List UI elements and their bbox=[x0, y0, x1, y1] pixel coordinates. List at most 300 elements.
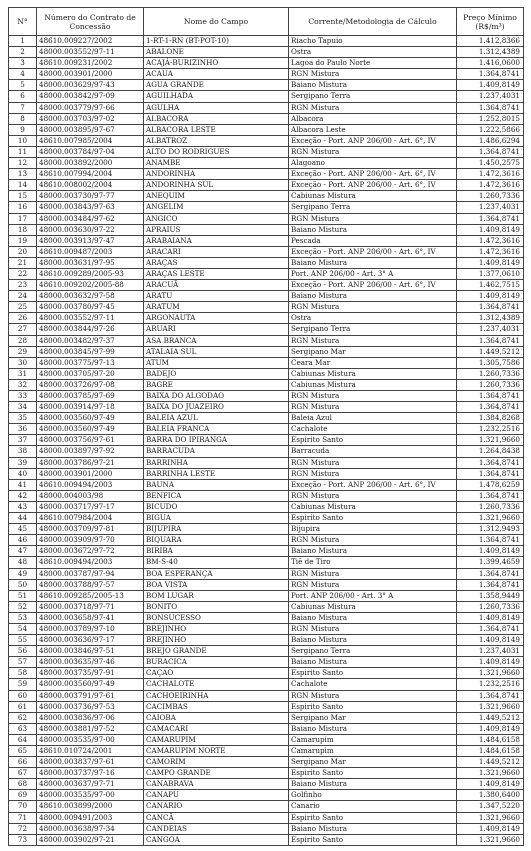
stream-method: Pescada bbox=[289, 235, 457, 246]
row-number: 73 bbox=[9, 834, 37, 845]
table-row bbox=[9, 646, 524, 657]
contract-number: 48000.003717/97-17 bbox=[37, 501, 144, 512]
table-row bbox=[9, 590, 524, 601]
row-number: 12 bbox=[9, 158, 37, 169]
field-name: ARAÇAS LESTE bbox=[144, 268, 289, 279]
contract-number: 48000.003560/97-49 bbox=[37, 413, 144, 424]
row-number: 53 bbox=[9, 612, 37, 623]
min-price: 1.364,8741 bbox=[457, 302, 524, 313]
table-row bbox=[9, 368, 524, 379]
header-stream-method: Corrente/Metodologia de Cálculo bbox=[289, 8, 457, 36]
table-row bbox=[9, 146, 524, 157]
field-name: ARUARI bbox=[144, 324, 289, 335]
stream-method: RGN Mistura bbox=[289, 391, 457, 402]
field-name: CAÇAO bbox=[144, 668, 289, 679]
stream-method: Ostra bbox=[289, 313, 457, 324]
table-row bbox=[9, 779, 524, 790]
contract-number: 48000.003845/97-99 bbox=[37, 346, 144, 357]
min-price: 1.409,8149 bbox=[457, 291, 524, 302]
stream-method: RGN Mistura bbox=[289, 102, 457, 113]
table-row bbox=[9, 202, 524, 213]
row-number: 37 bbox=[9, 435, 37, 446]
contract-number: 48000.003703/97-02 bbox=[37, 113, 144, 124]
field-name: CANABRAVA bbox=[144, 779, 289, 790]
stream-method: Albacora Leste bbox=[289, 124, 457, 135]
field-name: ANDORINHA bbox=[144, 169, 289, 180]
min-price: 1.364,8741 bbox=[457, 146, 524, 157]
min-price: 1.237,4031 bbox=[457, 91, 524, 102]
min-price: 1.449,5212 bbox=[457, 757, 524, 768]
table-row bbox=[9, 291, 524, 302]
min-price: 1.364,8741 bbox=[457, 69, 524, 80]
table-row bbox=[9, 823, 524, 834]
contract-number: 48610.003899/2000 bbox=[37, 801, 144, 812]
min-price: 1.409,8149 bbox=[457, 612, 524, 623]
contract-number: 48000.003535/97-00 bbox=[37, 790, 144, 801]
min-price: 1.377,0610 bbox=[457, 268, 524, 279]
stream-method: Barracuda bbox=[289, 446, 457, 457]
table-row bbox=[9, 180, 524, 191]
min-price: 1.449,5212 bbox=[457, 712, 524, 723]
table-row bbox=[9, 679, 524, 690]
stream-method: Baiano Mistura bbox=[289, 779, 457, 790]
contract-number: 48000.003901/2000 bbox=[37, 468, 144, 479]
field-name: ALBACORA LESTE bbox=[144, 124, 289, 135]
stream-method: Sergipano Terra bbox=[289, 646, 457, 657]
table-row bbox=[9, 413, 524, 424]
stream-method: Cabiunas Mistura bbox=[289, 368, 457, 379]
field-name: CAIOBA bbox=[144, 712, 289, 723]
min-price: 1.364,8741 bbox=[457, 457, 524, 468]
table-row bbox=[9, 191, 524, 202]
contract-number: 48000.003735/97-91 bbox=[37, 668, 144, 679]
field-name: CAMORIM bbox=[144, 757, 289, 768]
contract-number: 48000.003709/97-81 bbox=[37, 524, 144, 535]
field-name: APRAIUS bbox=[144, 224, 289, 235]
field-name: ARATUM bbox=[144, 302, 289, 313]
stream-method: Albacora bbox=[289, 113, 457, 124]
table-row bbox=[9, 424, 524, 435]
row-number: 51 bbox=[9, 590, 37, 601]
field-name: BREJINHO bbox=[144, 635, 289, 646]
min-price: 1.260,7336 bbox=[457, 379, 524, 390]
min-price: 1.384,8268 bbox=[457, 413, 524, 424]
stream-method: Baiano Mistura bbox=[289, 80, 457, 91]
stream-method: Espirito Santo bbox=[289, 668, 457, 679]
min-price: 1.472,3616 bbox=[457, 169, 524, 180]
row-number: 32 bbox=[9, 379, 37, 390]
table-row bbox=[9, 213, 524, 224]
table-row bbox=[9, 435, 524, 446]
min-price: 1.364,8741 bbox=[457, 402, 524, 413]
field-name: ANGELIM bbox=[144, 202, 289, 213]
row-number: 6 bbox=[9, 91, 37, 102]
contract-number: 48610.009494/2003 bbox=[37, 479, 144, 490]
stream-method: RGN Mistura bbox=[289, 490, 457, 501]
contract-number: 48000.003786/97-21 bbox=[37, 457, 144, 468]
table-row bbox=[9, 734, 524, 745]
field-name: ATUM bbox=[144, 357, 289, 368]
field-name: CANCÃ bbox=[144, 812, 289, 823]
stream-method: Sergipano Terra bbox=[289, 202, 457, 213]
table-row bbox=[9, 623, 524, 634]
row-number: 40 bbox=[9, 468, 37, 479]
field-name: CAMACARI bbox=[144, 723, 289, 734]
stream-method: Exceção - Port. ANP 206/00 - Art. 6°, IV bbox=[289, 479, 457, 490]
field-name: BM-S-40 bbox=[144, 557, 289, 568]
stream-method: Espirito Santo bbox=[289, 513, 457, 524]
stream-method: RGN Mistura bbox=[289, 213, 457, 224]
min-price: 1.399,4659 bbox=[457, 557, 524, 568]
contract-number: 48000.003881/97-52 bbox=[37, 723, 144, 734]
row-number: 44 bbox=[9, 513, 37, 524]
header-row bbox=[9, 8, 524, 36]
contract-number: 48000.003638/97-34 bbox=[37, 823, 144, 834]
row-number: 21 bbox=[9, 257, 37, 268]
field-name: ACAJÁ-BURIZINHO bbox=[144, 58, 289, 69]
table-row bbox=[9, 601, 524, 612]
header-field-name: Nome do Campo bbox=[144, 8, 289, 36]
contract-number: 48000.003632/97-58 bbox=[37, 291, 144, 302]
stream-method: Espirito Santo bbox=[289, 435, 457, 446]
contract-number: 48000.003791/97-61 bbox=[37, 690, 144, 701]
stream-method: Tiê de Tiro bbox=[289, 557, 457, 568]
stream-method: Baiano Mistura bbox=[289, 823, 457, 834]
row-number: 71 bbox=[9, 812, 37, 823]
field-name: BAGRE bbox=[144, 379, 289, 390]
row-number: 1 bbox=[9, 36, 37, 47]
contract-number: 48000.003909/97-70 bbox=[37, 535, 144, 546]
table-row bbox=[9, 102, 524, 113]
min-price: 1.232,2516 bbox=[457, 424, 524, 435]
table-row bbox=[9, 490, 524, 501]
table-row bbox=[9, 712, 524, 723]
min-price: 1.364,8741 bbox=[457, 391, 524, 402]
min-price: 1.312,9493 bbox=[457, 524, 524, 535]
field-name: CANARIO bbox=[144, 801, 289, 812]
row-number: 19 bbox=[9, 235, 37, 246]
field-name: BOA ESPERANÇA bbox=[144, 568, 289, 579]
row-number: 31 bbox=[9, 368, 37, 379]
contract-number: 48610.007984/2004 bbox=[37, 513, 144, 524]
table-row bbox=[9, 457, 524, 468]
stream-method: Sergipano Terra bbox=[289, 91, 457, 102]
row-number: 15 bbox=[9, 191, 37, 202]
table-row bbox=[9, 335, 524, 346]
stream-method: RGN Mistura bbox=[289, 402, 457, 413]
table-row bbox=[9, 446, 524, 457]
field-name: CANDEIAS bbox=[144, 823, 289, 834]
stream-method: RGN Mistura bbox=[289, 468, 457, 479]
table-row bbox=[9, 568, 524, 579]
stream-method: Sergipano Mar bbox=[289, 712, 457, 723]
stream-method: Cabiunas Mistura bbox=[289, 501, 457, 512]
contract-number: 48000.003484/97-62 bbox=[37, 213, 144, 224]
table-row bbox=[9, 91, 524, 102]
header-min-price: Preço Mínimo (R$/m³) bbox=[457, 8, 524, 36]
min-price: 1.364,8741 bbox=[457, 102, 524, 113]
min-price: 1.409,8149 bbox=[457, 657, 524, 668]
row-number: 59 bbox=[9, 679, 37, 690]
table-row bbox=[9, 690, 524, 701]
stream-method: Ceara Mar bbox=[289, 357, 457, 368]
min-price: 1.260,7336 bbox=[457, 191, 524, 202]
row-number: 39 bbox=[9, 457, 37, 468]
row-number: 48 bbox=[9, 557, 37, 568]
price-table bbox=[8, 7, 524, 846]
field-name: BARRA DO IPIRANGA bbox=[144, 435, 289, 446]
contract-number: 48000.003637/97-71 bbox=[37, 779, 144, 790]
contract-number: 48000.003901/2000 bbox=[37, 69, 144, 80]
min-price: 1.364,8741 bbox=[457, 335, 524, 346]
stream-method: Baiano Mistura bbox=[289, 657, 457, 668]
table-row bbox=[9, 69, 524, 80]
row-number: 55 bbox=[9, 635, 37, 646]
field-name: ARAÇAS bbox=[144, 257, 289, 268]
table-row bbox=[9, 36, 524, 47]
min-price: 1.409,8149 bbox=[457, 723, 524, 734]
table-row bbox=[9, 224, 524, 235]
min-price: 1.409,8149 bbox=[457, 823, 524, 834]
table-row bbox=[9, 790, 524, 801]
min-price: 1.409,8149 bbox=[457, 257, 524, 268]
field-name: CAMARUPIM NORTE bbox=[144, 746, 289, 757]
field-name: CANGOA bbox=[144, 834, 289, 845]
table-row bbox=[9, 357, 524, 368]
contract-number: 48000.003846/97-51 bbox=[37, 646, 144, 657]
field-name: ARACUÃ bbox=[144, 280, 289, 291]
field-name: ALBACORA bbox=[144, 113, 289, 124]
stream-method: Cachalote bbox=[289, 679, 457, 690]
field-name: ABALONE bbox=[144, 47, 289, 58]
row-number: 3 bbox=[9, 58, 37, 69]
header-number: N° bbox=[9, 8, 37, 36]
table-row bbox=[9, 313, 524, 324]
contract-number: 48000.003892/2000 bbox=[37, 158, 144, 169]
field-name: BIJUPIRA bbox=[144, 524, 289, 535]
contract-number: 48000.003552/97-11 bbox=[37, 47, 144, 58]
stream-method: Exceção - Port. ANP 206/00 - Art. 6°, IV bbox=[289, 280, 457, 291]
min-price: 1.358,9449 bbox=[457, 590, 524, 601]
row-number: 52 bbox=[9, 601, 37, 612]
min-price: 1.364,8741 bbox=[457, 468, 524, 479]
table-row bbox=[9, 801, 524, 812]
contract-number: 48000.003785/97-69 bbox=[37, 391, 144, 402]
row-number: 66 bbox=[9, 757, 37, 768]
row-number: 62 bbox=[9, 712, 37, 723]
stream-method: Golfinho bbox=[289, 790, 457, 801]
min-price: 1.416,0600 bbox=[457, 58, 524, 69]
min-price: 1.321,9660 bbox=[457, 513, 524, 524]
table-row bbox=[9, 768, 524, 779]
contract-number: 48610.007994/2004 bbox=[37, 169, 144, 180]
stream-method: Espirito Santo bbox=[289, 834, 457, 845]
row-number: 46 bbox=[9, 535, 37, 546]
contract-number: 48000.003784/97-04 bbox=[37, 146, 144, 157]
stream-method: Baiano Mistura bbox=[289, 635, 457, 646]
contract-number: 48000.003631/97-95 bbox=[37, 257, 144, 268]
stream-method: Baiano Mistura bbox=[289, 612, 457, 623]
row-number: 24 bbox=[9, 291, 37, 302]
row-number: 72 bbox=[9, 823, 37, 834]
table-row bbox=[9, 757, 524, 768]
contract-number: 48000.004003/98 bbox=[37, 490, 144, 501]
contract-number: 48610.010724/2001 bbox=[37, 746, 144, 757]
min-price: 1.409,8149 bbox=[457, 635, 524, 646]
field-name: AGULHA bbox=[144, 102, 289, 113]
table-row bbox=[9, 280, 524, 291]
contract-number: 48610.009494/2003 bbox=[37, 557, 144, 568]
min-price: 1.412,8366 bbox=[457, 36, 524, 47]
min-price: 1.237,4031 bbox=[457, 324, 524, 335]
field-name: ATALAIA SUL bbox=[144, 346, 289, 357]
contract-number: 48000.009491/2003 bbox=[37, 812, 144, 823]
stream-method: Cachalote bbox=[289, 424, 457, 435]
min-price: 1.364,8741 bbox=[457, 690, 524, 701]
field-name: BARRINHA bbox=[144, 457, 289, 468]
min-price: 1.364,8741 bbox=[457, 535, 524, 546]
table-row bbox=[9, 723, 524, 734]
stream-method: Port. ANP 206/00 - Art. 3° A bbox=[289, 268, 457, 279]
row-number: 63 bbox=[9, 723, 37, 734]
field-name: CACHALOTE bbox=[144, 679, 289, 690]
stream-method: RGN Mistura bbox=[289, 568, 457, 579]
field-name: ARATU bbox=[144, 291, 289, 302]
table-row bbox=[9, 546, 524, 557]
stream-method: RGN Mistura bbox=[289, 579, 457, 590]
min-price: 1.449,5212 bbox=[457, 346, 524, 357]
table-row bbox=[9, 158, 524, 169]
row-number: 10 bbox=[9, 135, 37, 146]
row-number: 49 bbox=[9, 568, 37, 579]
stream-method: Espirito Santo bbox=[289, 701, 457, 712]
row-number: 57 bbox=[9, 657, 37, 668]
contract-number: 48000.003756/97-61 bbox=[37, 435, 144, 446]
stream-method: Riacho Tapuio bbox=[289, 36, 457, 47]
field-name: BIQUARA bbox=[144, 535, 289, 546]
min-price: 1.472,3616 bbox=[457, 180, 524, 191]
min-price: 1.222,5866 bbox=[457, 124, 524, 135]
min-price: 1.312,4389 bbox=[457, 47, 524, 58]
stream-method: Baiano Mistura bbox=[289, 291, 457, 302]
stream-method: Ostra bbox=[289, 47, 457, 58]
stream-method: Sergipano Mar bbox=[289, 346, 457, 357]
stream-method: Espirito Santo bbox=[289, 812, 457, 823]
contract-number: 48000.003787/97-94 bbox=[37, 568, 144, 579]
row-number: 16 bbox=[9, 202, 37, 213]
field-name: BALEIA FRANCA bbox=[144, 424, 289, 435]
table-row bbox=[9, 557, 524, 568]
stream-method: Lagoa do Paulo Norte bbox=[289, 58, 457, 69]
min-price: 1.484,6158 bbox=[457, 746, 524, 757]
min-price: 1.409,8149 bbox=[457, 224, 524, 235]
contract-number: 48610.009487/2003 bbox=[37, 246, 144, 257]
row-number: 17 bbox=[9, 213, 37, 224]
table-row bbox=[9, 812, 524, 823]
contract-number: 48000.003775/97-13 bbox=[37, 357, 144, 368]
contract-number: 48000.003913/97-47 bbox=[37, 235, 144, 246]
min-price: 1.486,6294 bbox=[457, 135, 524, 146]
contract-number: 48000.003705/97-20 bbox=[37, 368, 144, 379]
stream-method: Espirito Santo bbox=[289, 768, 457, 779]
row-number: 54 bbox=[9, 623, 37, 634]
field-name: ASA BRANCA bbox=[144, 335, 289, 346]
row-number: 45 bbox=[9, 524, 37, 535]
contract-number: 48610.009231/2002 bbox=[37, 58, 144, 69]
field-name: ANAMBE bbox=[144, 158, 289, 169]
table-row bbox=[9, 135, 524, 146]
field-name: BIGUA bbox=[144, 513, 289, 524]
stream-method: Sergipano Mar bbox=[289, 757, 457, 768]
min-price: 1.260,7336 bbox=[457, 368, 524, 379]
stream-method: Canario bbox=[289, 801, 457, 812]
field-name: AGUA GRANDE bbox=[144, 80, 289, 91]
field-name: BAIXA DO JUAZEIRO bbox=[144, 402, 289, 413]
min-price: 1.260,7336 bbox=[457, 601, 524, 612]
stream-method: Baiano Mistura bbox=[289, 723, 457, 734]
row-number: 30 bbox=[9, 357, 37, 368]
stream-method: Exceção - Port. ANP 206/00 - Art. 6°, IV bbox=[289, 169, 457, 180]
field-name: ARGONAUTA bbox=[144, 313, 289, 324]
field-name: AGUILHADA bbox=[144, 91, 289, 102]
row-number: 41 bbox=[9, 479, 37, 490]
stream-method: Port. ANP 206/00 - Art. 3° A bbox=[289, 590, 457, 601]
min-price: 1.484,6158 bbox=[457, 734, 524, 745]
row-number: 35 bbox=[9, 413, 37, 424]
row-number: 22 bbox=[9, 268, 37, 279]
table-row bbox=[9, 124, 524, 135]
contract-number: 48000.003560/97-49 bbox=[37, 679, 144, 690]
table-row bbox=[9, 268, 524, 279]
row-number: 58 bbox=[9, 668, 37, 679]
min-price: 1.321,9660 bbox=[457, 834, 524, 845]
contract-number: 48000.003843/97-63 bbox=[37, 202, 144, 213]
field-name: BREJINHO bbox=[144, 623, 289, 634]
contract-number: 48610.009202/2005-88 bbox=[37, 280, 144, 291]
table-row bbox=[9, 657, 524, 668]
row-number: 36 bbox=[9, 424, 37, 435]
contract-number: 48000.003789/97-10 bbox=[37, 623, 144, 634]
table-row bbox=[9, 169, 524, 180]
field-name: BENFICA bbox=[144, 490, 289, 501]
contract-number: 48000.003630/97-22 bbox=[37, 224, 144, 235]
stream-method: Exceção - Port. ANP 206/00 - Art. 6°, IV bbox=[289, 135, 457, 146]
row-number: 27 bbox=[9, 324, 37, 335]
table-row bbox=[9, 746, 524, 757]
row-number: 8 bbox=[9, 113, 37, 124]
stream-method: RGN Mistura bbox=[289, 535, 457, 546]
contract-number: 48610.009227/2002 bbox=[37, 36, 144, 47]
row-number: 38 bbox=[9, 446, 37, 457]
field-name: ALBATROZ bbox=[144, 135, 289, 146]
field-name: CANAPU bbox=[144, 790, 289, 801]
min-price: 1.232,2516 bbox=[457, 679, 524, 690]
contract-number: 48000.003672/97-72 bbox=[37, 546, 144, 557]
contract-number: 48000.003836/97-06 bbox=[37, 712, 144, 723]
row-number: 29 bbox=[9, 346, 37, 357]
min-price: 1.321,9660 bbox=[457, 701, 524, 712]
stream-method: RGN Mistura bbox=[289, 335, 457, 346]
min-price: 1.237,4031 bbox=[457, 646, 524, 657]
row-number: 26 bbox=[9, 313, 37, 324]
stream-method: Baiano Mistura bbox=[289, 224, 457, 235]
row-number: 56 bbox=[9, 646, 37, 657]
stream-method: Cabiunas Mistura bbox=[289, 601, 457, 612]
min-price: 1.450,2575 bbox=[457, 158, 524, 169]
table-row bbox=[9, 346, 524, 357]
stream-method: Camarupim bbox=[289, 734, 457, 745]
table-body bbox=[9, 36, 524, 846]
